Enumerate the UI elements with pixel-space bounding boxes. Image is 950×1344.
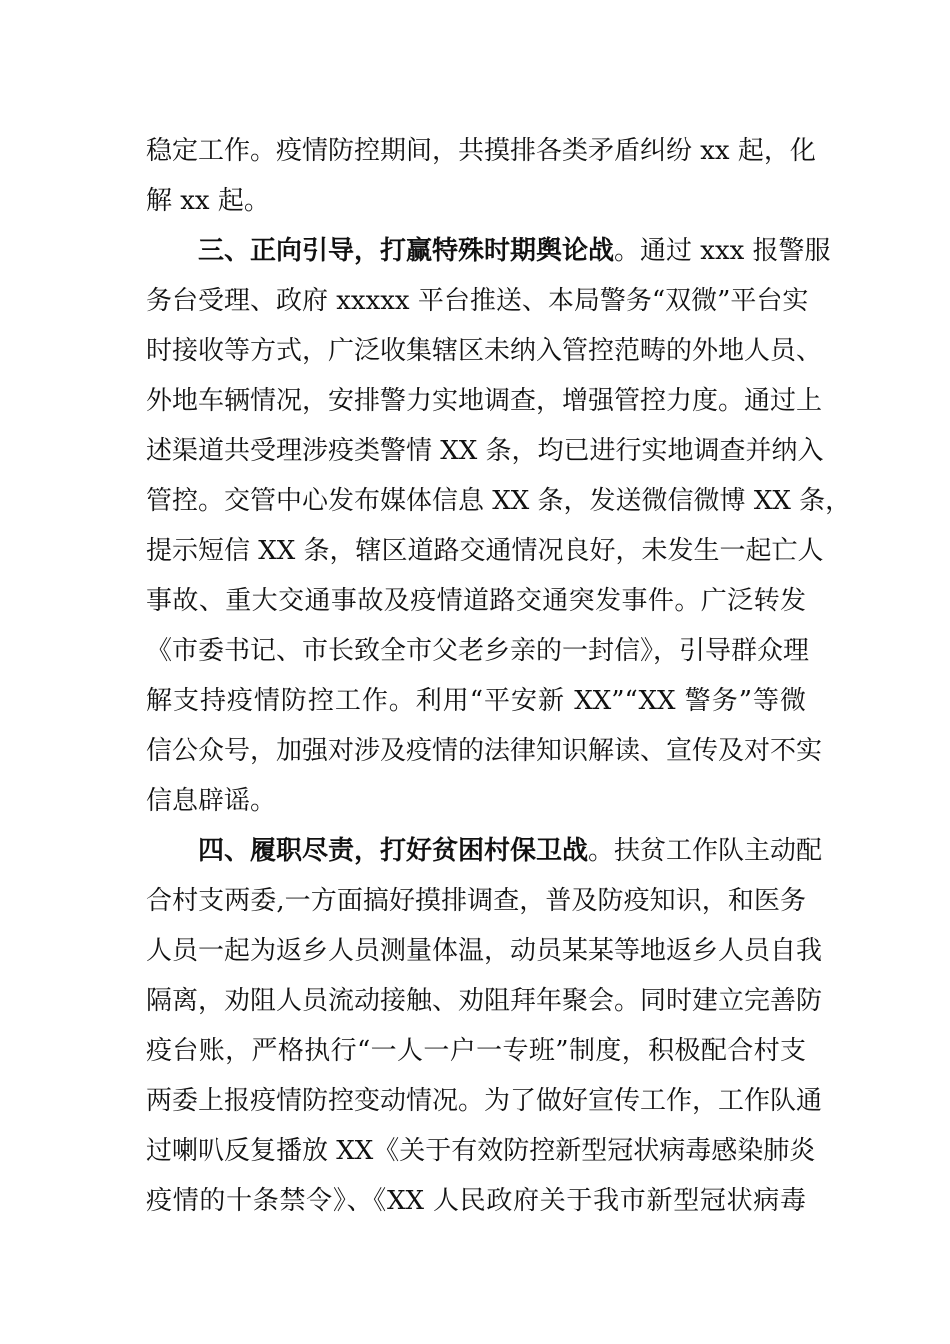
body-text-line: 解支持疫情防控工作。利用“平安新 XX”“XX 警务”等微 [146,686,806,716]
body-text-line: 管控。交管中心发布媒体信息 XX 条，发送微信微博 XX 条， [146,486,852,516]
body-text-line: 人员一起为返乡人员测量体温，动员某某等地返乡人员自我 [146,936,823,966]
body-text-line: 《市委书记、市长致全市父老乡亲的一封信》，引导群众理 [146,636,810,666]
body-text-line: 务台受理、政府 xxxxx 平台推送、本局警务“双微”平台实 [146,286,809,316]
body-text-line: 解 xx 起。 [146,186,270,216]
body-text-line: 疫情的十条禁令》、《XX 人民政府关于我市新型冠状病毒 [146,1186,806,1216]
body-text-line: 合村支两委,一方面搞好摸排调查，普及防疫知识，和医务 [146,886,806,916]
body-text-line: 信息辟谣。 [146,786,277,816]
body-text-line: 疫台账，严格执行“一人一户一专班”制度，积极配合村支 [146,1036,806,1066]
body-text-line: 两委上报疫情防控变动情况。为了做好宣传工作，工作队通 [146,1086,823,1116]
section-3-lead-text: 。通过 xxx 报警服 [614,236,831,266]
section-4-heading: 四、履职尽责，打好贫困村保卫战 [198,836,589,866]
section-3-first-line [198,226,831,276]
body-text-line: 述渠道共受理涉疫类警情 XX 条，均已进行实地调查并纳入 [146,436,824,466]
section-4-lead-text: 。扶贫工作队主动配 [588,836,823,866]
body-text-line: 外地车辆情况，安排警力实地调查，增强管控力度。通过上 [146,386,823,416]
body-text-line: 信公众号，加强对涉及疫情的法律知识解读、宣传及对不实 [146,736,823,766]
section-3-heading: 三、正向引导，打赢特殊时期舆论战 [198,236,615,266]
body-text-line: 隔离，劝阻人员流动接触、劝阻拜年聚会。同时建立完善防 [146,986,823,1016]
body-text-line: 过喇叭反复播放 XX《关于有效防控新型冠状病毒感染肺炎 [146,1136,816,1166]
body-text-line: 事故、重大交通事故及疫情道路交通突发事件。广泛转发 [146,586,806,616]
body-text-line: 提示短信 XX 条，辖区道路交通情况良好，未发生一起亡人 [146,536,824,566]
body-text-line: 稳定工作。疫情防控期间，共摸排各类矛盾纠纷 xx 起，化 [146,136,816,166]
body-text-line: 时接收等方式，广泛收集辖区未纳入管控范畴的外地人员、 [146,336,823,366]
section-4-first-line [198,826,823,876]
